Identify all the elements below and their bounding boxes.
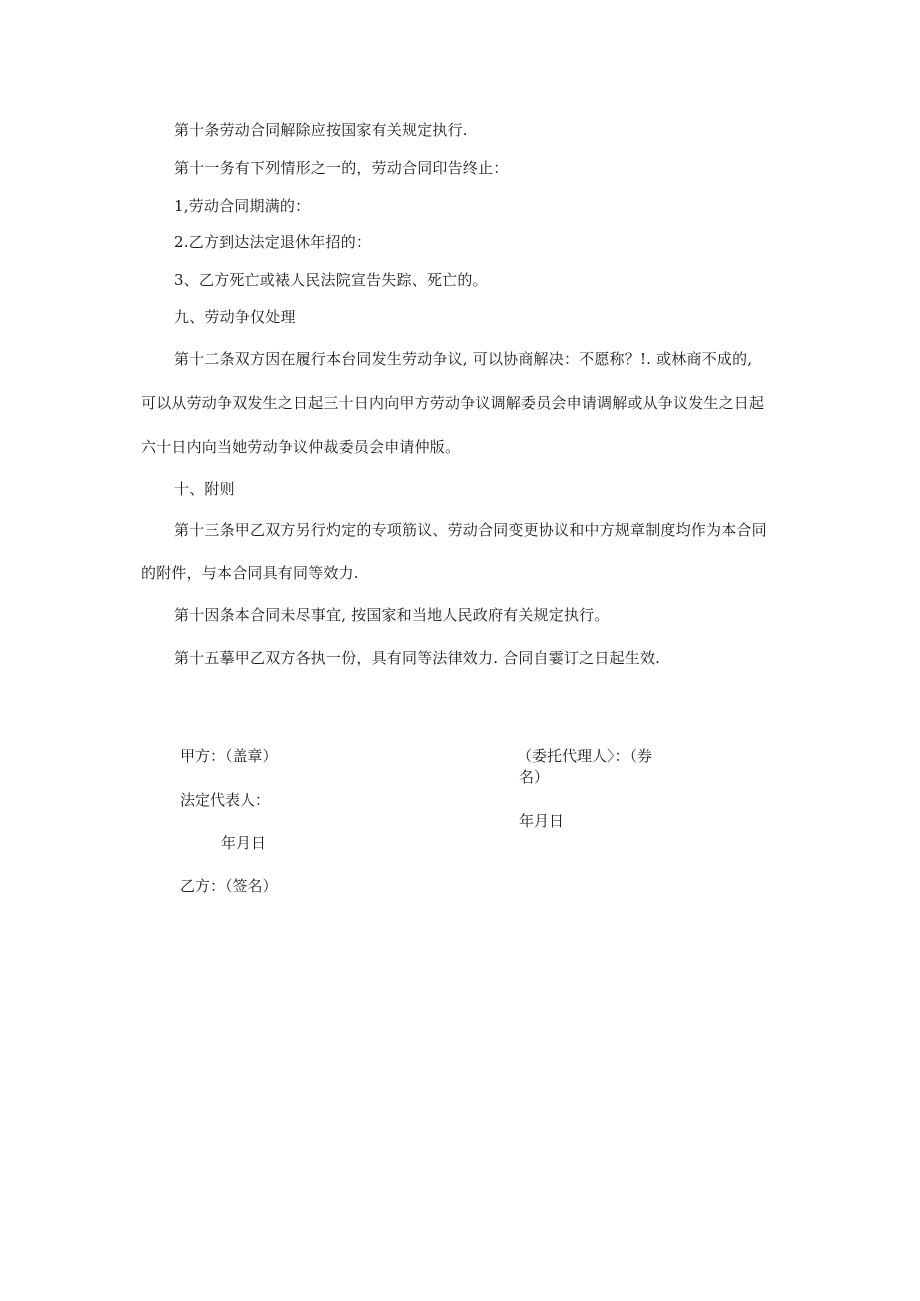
agent-label-line-1: （委托代理人〉：（券 bbox=[517, 747, 653, 765]
clause-14: 第十因条本合同未尽事宜, 按国家和当地人民政府有关规定执行。 bbox=[174, 606, 610, 624]
section-10-heading: 十、附则 bbox=[174, 480, 235, 498]
party-b-signature-label: 乙方：（签名） bbox=[180, 877, 278, 895]
clause-15: 第十五摹甲乙双方各执一份，具有同等法律效力. 合同自霎订之日起生效. bbox=[174, 649, 661, 667]
clause-12-line-1: 第十二条双方因在履行本台同发生劳动争议, 可以协商解决：不愿称？!. 或林商不成的, bbox=[174, 350, 753, 368]
party-a-seal-label: 甲方：（盖章） bbox=[180, 747, 278, 765]
clause-13-line-2: 的附件，与本合同具有同等效力. bbox=[141, 564, 359, 582]
legal-representative-label: 法定代表人： bbox=[180, 791, 271, 809]
clause-11-item-3: 3、乙方死亡或裱人民法院宣告失踪、死亡的。 bbox=[174, 271, 488, 289]
clause-12-line-2: 可以从劳动争双发生之日起三十日内向甲方劳动争议调解委员会申请调解或从争议发生之日起 bbox=[141, 394, 765, 412]
clause-13-line-1: 第十三条甲乙双方另行灼定的专项筋议、劳动合同变更协议和中方规章制度均作为本合同 bbox=[174, 521, 767, 539]
section-9-heading: 九、劳动争仅处理 bbox=[174, 308, 296, 326]
agent-label-line-2: 名） bbox=[519, 768, 550, 786]
clause-10: 第十条劳动合同解除应按国家有关规定执行. bbox=[174, 121, 468, 139]
party-b-date: 年月日 bbox=[519, 812, 565, 830]
clause-11-item-2: 2.乙方到达法定退休年招的： bbox=[174, 233, 372, 251]
clause-12-line-3: 六十日内向当她劳动争议仲裁委员会申请仲版。 bbox=[141, 438, 461, 456]
clause-11-item-1: 1,劳动合同期满的： bbox=[174, 197, 311, 215]
party-a-date: 年月日 bbox=[221, 834, 267, 852]
clause-11: 第十一务有下列情形之一的，劳动合同印告终止： bbox=[174, 159, 509, 177]
